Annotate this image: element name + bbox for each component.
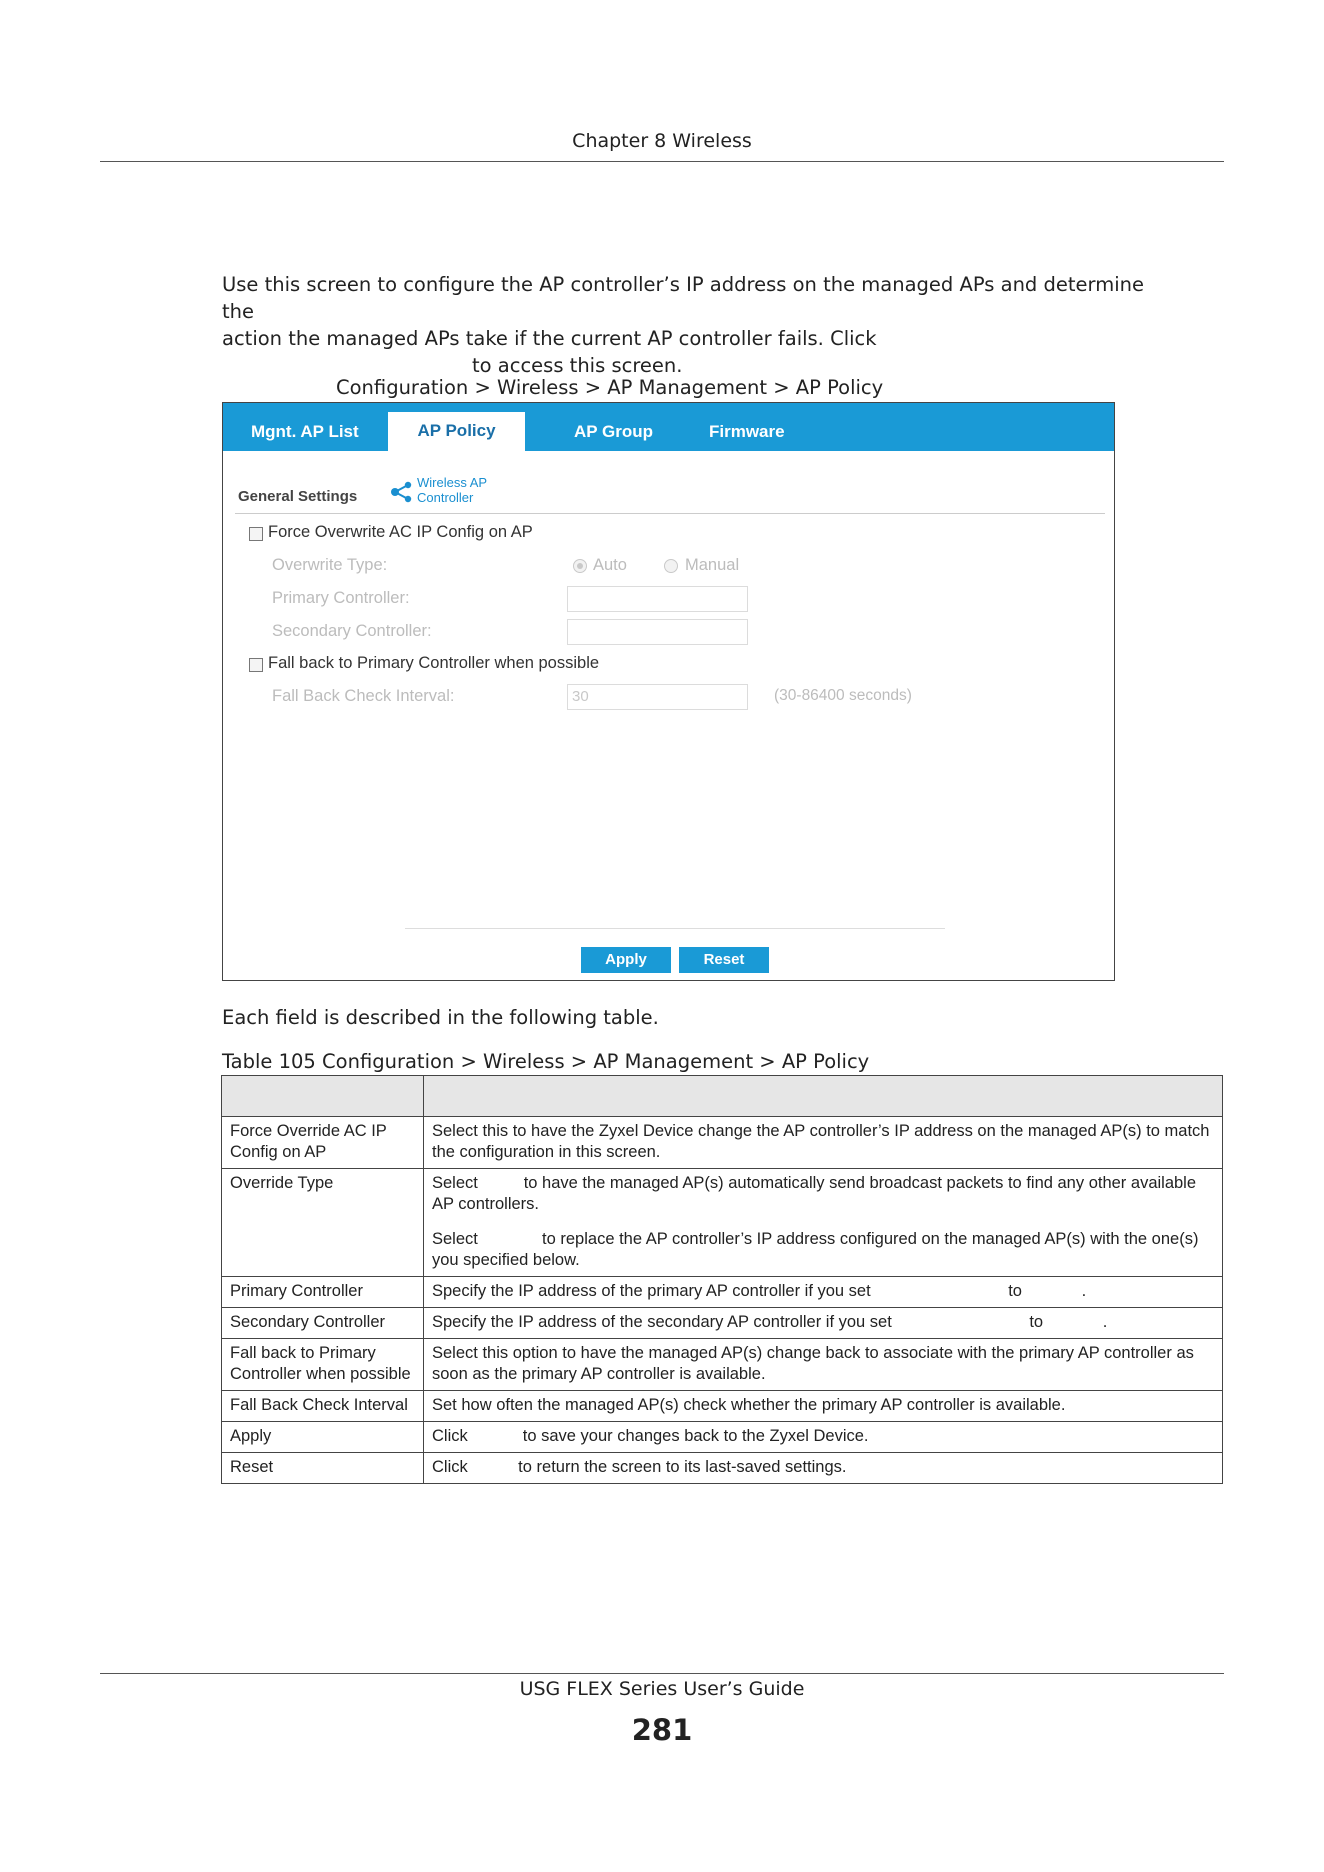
table-row xyxy=(222,1277,1223,1308)
intro-paragraph xyxy=(222,271,1182,379)
field-cell: Primary Controller xyxy=(222,1277,424,1308)
tab-mgnt-ap-list[interactable]: Mgnt. AP List xyxy=(251,422,359,441)
table-row xyxy=(222,1308,1223,1339)
description-cell xyxy=(424,1308,1223,1339)
section-title: General Settings xyxy=(238,488,358,505)
figure-caption: Configuration > Wireless > AP Management > AP Policy xyxy=(336,376,884,399)
section-divider xyxy=(235,513,1105,514)
description-text: Click to return the screen to its last-saved settings. xyxy=(432,1458,847,1476)
wireless-ap-controller-link[interactable] xyxy=(417,475,487,505)
table-row xyxy=(222,1339,1223,1391)
chapter-header: Chapter 8 Wireless xyxy=(572,130,752,152)
auto-radio[interactable] xyxy=(573,559,587,573)
table-header-cell xyxy=(222,1076,424,1117)
fallback-interval-input[interactable]: 30 xyxy=(567,684,748,710)
description-cell xyxy=(424,1339,1223,1391)
intro-line: to access this screen. xyxy=(472,354,683,377)
intro-line: action the managed APs take if the current AP controller fails. Click xyxy=(222,327,877,350)
description-cell xyxy=(424,1391,1223,1422)
field-cell: Apply xyxy=(222,1422,424,1453)
field-cell: Reset xyxy=(222,1453,424,1484)
tab-ap-policy[interactable]: AP Policy xyxy=(388,412,525,451)
description-text: Click to save your changes back to the Zyxel Device. xyxy=(432,1427,869,1445)
force-overwrite-checkbox[interactable] xyxy=(249,527,263,541)
description-text: Select to replace the AP controller’s IP address configured on the managed AP(s) with the one(s) you specified below. xyxy=(432,1230,1204,1269)
description-text: Specify the IP address of the primary AP controller if you set to . xyxy=(432,1282,1087,1300)
ap-policy-screenshot xyxy=(222,402,1115,981)
table-caption: Table 105 Configuration > Wireless > AP Management > AP Policy xyxy=(222,1050,870,1073)
field-description-table xyxy=(221,1075,1223,1484)
description-cell xyxy=(424,1117,1223,1169)
apply-button[interactable]: Apply xyxy=(581,947,671,973)
tab-firmware[interactable]: Firmware xyxy=(709,422,785,441)
footer-title: USG FLEX Series User’s Guide xyxy=(519,1678,805,1700)
field-cell: Fall Back Check Interval xyxy=(222,1391,424,1422)
description-cell xyxy=(424,1169,1223,1277)
description-text: Select this option to have the managed AP(s) change back to associate with the primary AP controller as soon as the primary AP controller is available. xyxy=(432,1344,1194,1383)
table-row xyxy=(222,1453,1223,1484)
table-row xyxy=(222,1117,1223,1169)
wireless-controller-icon[interactable] xyxy=(389,479,415,505)
description-text: Select to have the managed AP(s) automatically send broadcast packets to find any other available AP controllers. xyxy=(432,1174,1200,1213)
table-header-cell xyxy=(424,1076,1223,1117)
manual-radio-label: Manual xyxy=(685,556,740,574)
description-cell xyxy=(424,1422,1223,1453)
tab-ap-group[interactable]: AP Group xyxy=(574,422,654,441)
field-cell: Override Type xyxy=(222,1169,424,1277)
footer-rule xyxy=(100,1673,1224,1674)
tab-bar xyxy=(223,403,1114,451)
fallback-interval-label: Fall Back Check Interval: xyxy=(272,687,455,705)
secondary-controller-input[interactable] xyxy=(567,619,748,645)
secondary-controller-label: Secondary Controller: xyxy=(272,622,432,640)
fallback-label: Fall back to Primary Controller when possible xyxy=(268,654,600,672)
button-divider xyxy=(405,928,945,929)
field-cell: Secondary Controller xyxy=(222,1308,424,1339)
description-cell xyxy=(424,1453,1223,1484)
link-line: Controller xyxy=(417,490,474,505)
reset-button[interactable]: Reset xyxy=(679,947,769,973)
force-overwrite-label: Force Overwrite AC IP Config on AP xyxy=(268,523,533,541)
description-text: Specify the IP address of the secondary AP controller if you set to . xyxy=(432,1313,1108,1331)
page-number: 281 xyxy=(631,1713,693,1747)
primary-controller-input[interactable] xyxy=(567,586,748,612)
table-row xyxy=(222,1169,1223,1277)
table-row xyxy=(222,1422,1223,1453)
header-rule xyxy=(100,161,1224,162)
auto-radio-label: Auto xyxy=(593,556,627,574)
link-line: Wireless AP xyxy=(417,475,488,490)
table-header-row xyxy=(222,1076,1223,1117)
table-row xyxy=(222,1391,1223,1422)
primary-controller-label: Primary Controller: xyxy=(272,589,410,607)
description-text: Set how often the managed AP(s) check whether the primary AP controller is available. xyxy=(432,1396,1066,1414)
description-text: Select this to have the Zyxel Device change the AP controller’s IP address on the managed AP(s) to match the configuration in this screen. xyxy=(432,1122,1210,1161)
field-cell: Fall back to Primary Controller when possible xyxy=(222,1339,424,1391)
fallback-checkbox[interactable] xyxy=(249,658,263,672)
fallback-interval-hint: (30-86400 seconds) xyxy=(774,687,912,704)
description-cell xyxy=(424,1277,1223,1308)
field-cell: Force Override AC IP Config on AP xyxy=(222,1117,424,1169)
overwrite-type-label: Overwrite Type: xyxy=(272,556,388,574)
table-intro: Each field is described in the following table. xyxy=(222,1006,659,1029)
intro-line: Use this screen to configure the AP controller’s IP address on the managed APs and determine the xyxy=(222,273,1144,323)
manual-radio[interactable] xyxy=(664,559,678,573)
